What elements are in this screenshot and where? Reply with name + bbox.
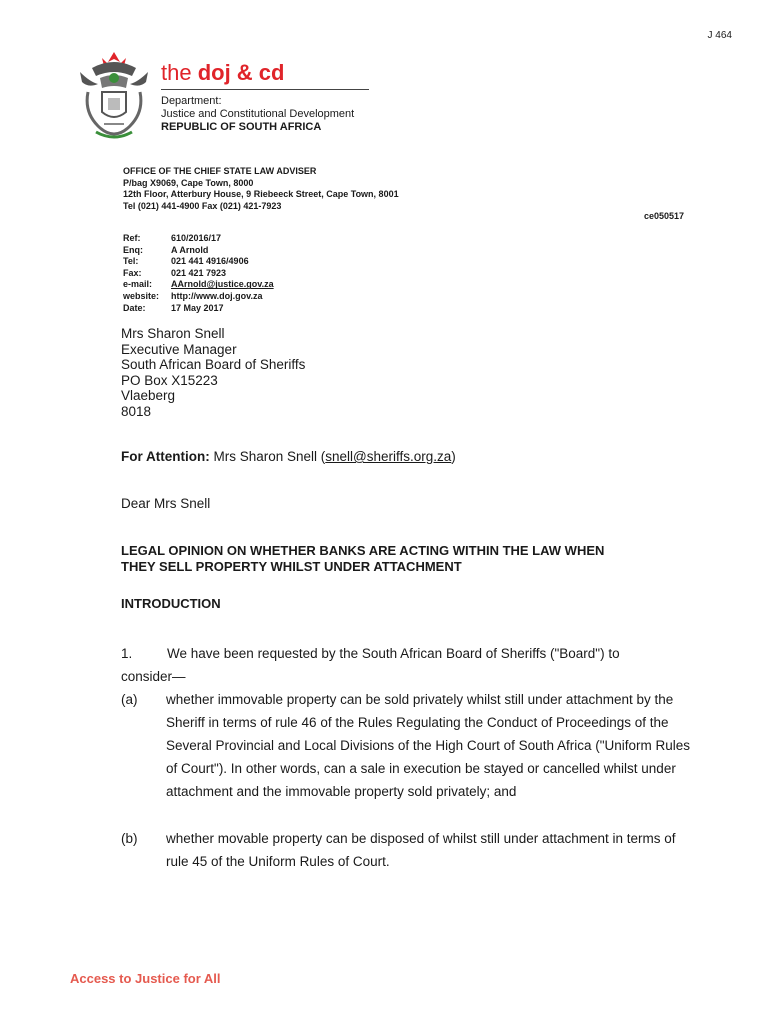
brand-name: doj & cd <box>197 60 285 85</box>
office-line-1: OFFICE OF THE CHIEF STATE LAW ADVISER <box>123 166 317 176</box>
recipient-line-2: Executive Manager <box>121 341 237 357</box>
reference-label: Enq: <box>123 244 143 255</box>
brand-logo <box>161 60 284 86</box>
reference-label: Tel: <box>123 256 139 267</box>
paragraph-1-line-1: We have been requested by the South African Board of Sheriffs ("Board") to <box>167 646 620 661</box>
reference-row <box>123 245 274 257</box>
recipient-line-4: PO Box X15223 <box>121 372 218 388</box>
recipient-line-5: Vlaeberg <box>121 388 176 404</box>
department-line-3: REPUBLIC OF SOUTH AFRICA <box>161 121 322 133</box>
department-block <box>161 95 354 134</box>
list-item-text: whether movable property can be disposed of whilst still under attachment in terms of rule 45 of the Uniform Rules of Court. <box>166 831 676 869</box>
salutation: Dear Mrs Snell <box>121 496 211 511</box>
email-link[interactable]: AArnold@justice.gov.za <box>171 279 274 290</box>
reference-row <box>123 279 274 291</box>
attention-name: Mrs Sharon Snell ( <box>209 449 326 464</box>
brand-divider <box>161 89 369 90</box>
attention-line <box>121 449 456 464</box>
attention-close: ) <box>451 449 456 464</box>
brand-prefix: the <box>161 60 198 85</box>
website-link[interactable]: http://www.doj.gov.za <box>171 290 263 301</box>
reference-value: 17 May 2017 <box>171 302 224 313</box>
recipient-line-6: 8018 <box>121 403 152 419</box>
reference-label: website: <box>123 290 160 301</box>
reference-label: Ref: <box>123 233 141 243</box>
office-line-3: 12th Floor, Atterbury House, 9 Riebeeck Street, Cape Town, 8001 <box>123 189 399 199</box>
reference-table <box>123 233 274 314</box>
office-line-4: Tel (021) 441-4900 Fax (021) 421-7923 <box>123 200 282 211</box>
recipient-address <box>121 326 305 420</box>
paragraph-1-line-2: consider— <box>121 669 186 684</box>
paragraph-number: 1. <box>121 646 133 661</box>
document-code: ce050517 <box>643 211 684 221</box>
reference-value: 021 441 4916/4906 <box>171 256 249 267</box>
footer-slogan: Access to Justice for All <box>70 971 221 986</box>
subject-heading <box>121 543 681 574</box>
coat-of-arms-icon <box>74 48 154 142</box>
subject-line-2: THEY SELL PROPERTY WHILST UNDER ATTACHMENT <box>121 558 462 574</box>
reference-row <box>123 291 274 303</box>
section-heading: INTRODUCTION <box>121 596 221 611</box>
reference-label: e-mail: <box>123 279 153 290</box>
paragraph-1 <box>121 642 620 688</box>
list-item-text: whether immovable property can be sold privately whilst still under attachment by the Sheriff in terms of rule 46 of the Rules Regulating the Conduct of Proceedings of the Several Provincial and Local Divisions of the High Court of South Africa ("Uniform Rules of Court"). In other words, can a sale in execution be stayed or cancelled whilst under attachment and the immovable property sold privately; and <box>166 692 691 799</box>
recipient-line-1: Mrs Sharon Snell <box>121 326 225 341</box>
form-code: J 464 <box>707 30 732 41</box>
attention-label: For Attention: <box>121 449 210 464</box>
reference-row <box>123 303 274 315</box>
reference-label: Date: <box>123 302 146 313</box>
subject-line-1: LEGAL OPINION ON WHETHER BANKS ARE ACTING WITHIN THE LAW WHEN <box>121 543 605 558</box>
reference-row <box>123 256 274 268</box>
department-line-1: Department: <box>161 95 222 107</box>
office-line-2: P/bag X9069, Cape Town, 8000 <box>123 177 254 188</box>
attention-email-link[interactable]: snell@sheriffs.org.za <box>325 449 452 464</box>
reference-value: 021 421 7923 <box>171 267 227 278</box>
reference-value: A Arnold <box>171 244 209 255</box>
list-marker: (a) <box>121 692 138 707</box>
reference-label: Fax: <box>123 267 142 278</box>
reference-value: 610/2016/17 <box>171 233 222 243</box>
department-line-2: Justice and Constitutional Development <box>161 108 355 120</box>
office-address-block <box>123 166 399 212</box>
recipient-line-3: South African Board of Sheriffs <box>121 357 306 373</box>
list-marker: (b) <box>121 831 138 846</box>
reference-row <box>123 268 274 280</box>
reference-row <box>123 233 274 245</box>
